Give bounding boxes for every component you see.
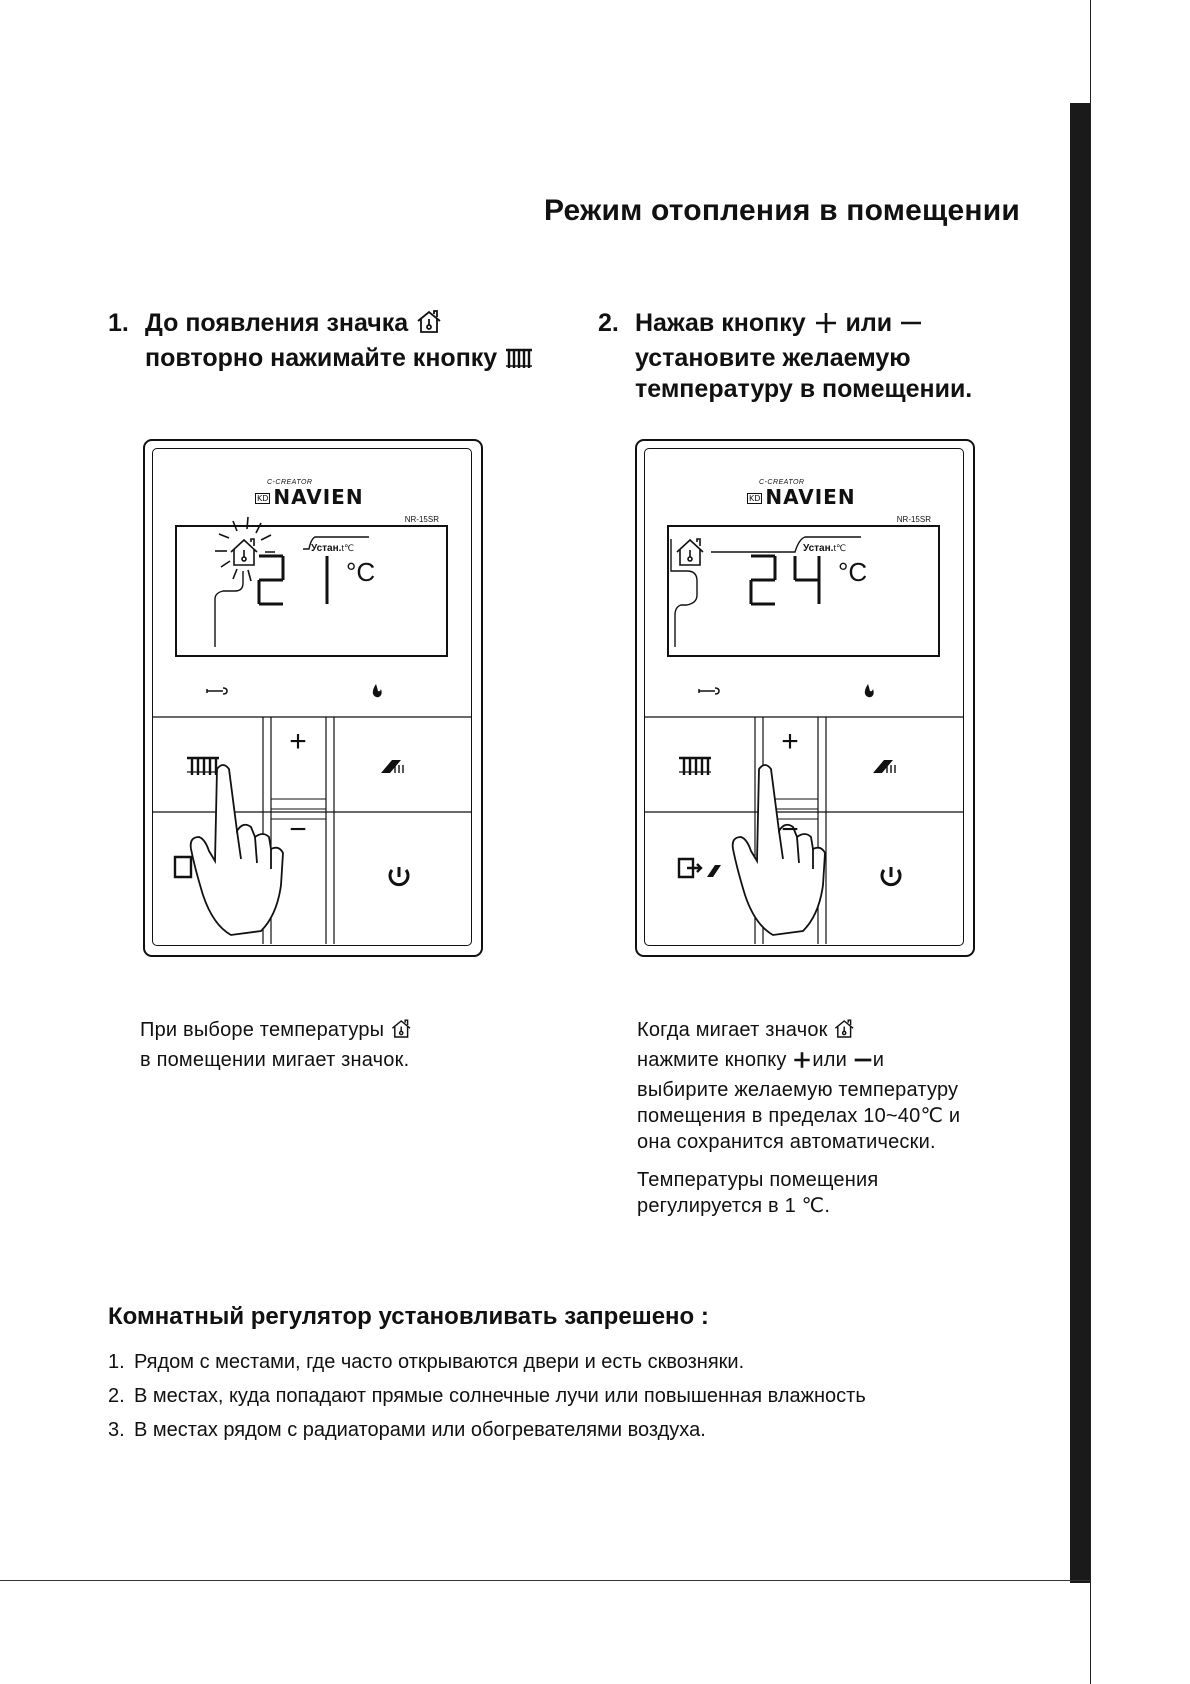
caption-right-line3: выбирите желаемую температуру bbox=[637, 1079, 959, 1101]
caption-step-line1: Температуры помещения bbox=[637, 1169, 879, 1191]
caption-right-line2b: или bbox=[812, 1049, 847, 1071]
warning-item bbox=[108, 1417, 1008, 1444]
warning-title: Комнатный регулятор установливать запрешено : bbox=[108, 1303, 709, 1330]
radiator-button-icon bbox=[679, 758, 711, 775]
bottom-rule bbox=[0, 1580, 1090, 1581]
power-icon bbox=[390, 867, 408, 885]
house-thermometer-icon bbox=[677, 539, 703, 565]
degree-c-symbol: °C bbox=[838, 557, 868, 587]
room-heating-icon bbox=[390, 1018, 414, 1047]
minus-button[interactable]: − bbox=[781, 813, 799, 846]
brand-tagline: C-CREATOR bbox=[759, 479, 805, 486]
step-1-number: 1. bbox=[108, 309, 129, 337]
caption-right-line2c: и bbox=[872, 1049, 885, 1071]
segment-digit bbox=[259, 556, 283, 604]
hot-water-button-icon bbox=[873, 760, 895, 773]
flame-icon bbox=[373, 684, 382, 697]
setpoint-unit: t℃ bbox=[833, 543, 847, 553]
step-2-line1b: или bbox=[845, 309, 893, 337]
caption-right-line4: помещения в пределах 10~40℃ и bbox=[637, 1105, 961, 1127]
segment-digit bbox=[795, 556, 819, 604]
step-1-line2: повторно нажимайте кнопку bbox=[145, 344, 498, 372]
away-mode-icon bbox=[679, 859, 721, 877]
wrench-icon bbox=[207, 688, 227, 694]
room-controller-right bbox=[635, 439, 975, 957]
warning-item bbox=[108, 1383, 1008, 1410]
warning-item-number: 2. bbox=[108, 1385, 125, 1407]
caption-step bbox=[637, 1167, 1067, 1219]
setpoint-text: Устан. bbox=[311, 543, 342, 554]
hot-water-button-icon bbox=[381, 760, 403, 773]
warning-item-text: В местах, куда попадают прямые солнечные лучи или повышенная влажность bbox=[134, 1385, 866, 1407]
lcd-graphics bbox=[143, 439, 483, 957]
plus-button[interactable]: + bbox=[781, 725, 799, 758]
caption-right-line1: Когда мигает значок bbox=[637, 1019, 828, 1041]
plus-button[interactable]: + bbox=[289, 725, 307, 758]
step-2-line3: температуру в помещении. bbox=[635, 375, 973, 403]
caption-left bbox=[140, 1017, 520, 1073]
caption-step-line2: регулируется в 1 ℃. bbox=[637, 1195, 831, 1217]
step-2-line1a: Нажав кнопку bbox=[635, 309, 806, 337]
caption-left-line1: При выборе температуры bbox=[140, 1019, 385, 1041]
warning-list bbox=[108, 1349, 1008, 1451]
step-2-line2: установите желаемую bbox=[635, 344, 911, 372]
radiator-button-icon bbox=[187, 758, 219, 775]
wrench-icon bbox=[699, 688, 719, 694]
warning-item-number: 3. bbox=[108, 1419, 125, 1441]
brand-kd: KD bbox=[257, 494, 269, 503]
brand-name: NAVIEN bbox=[765, 485, 856, 509]
away-mode-icon bbox=[175, 857, 191, 877]
power-icon bbox=[882, 867, 900, 885]
warning-item-number: 1. bbox=[108, 1351, 125, 1373]
lcd-graphics bbox=[635, 439, 975, 957]
minus-button[interactable]: − bbox=[289, 813, 307, 846]
room-heating-icon bbox=[833, 1018, 857, 1047]
page-edge-line bbox=[1090, 0, 1091, 1684]
plus-icon bbox=[813, 311, 839, 343]
warning-item bbox=[108, 1349, 1008, 1376]
setpoint-unit: t℃ bbox=[341, 543, 355, 553]
caption-right-line2a: нажмите кнопку bbox=[637, 1049, 787, 1071]
step-1-line1: До появления значка bbox=[145, 309, 409, 337]
chapter-side-tab bbox=[1070, 103, 1090, 1583]
house-thermometer-icon bbox=[231, 539, 257, 565]
brand-kd: KD bbox=[749, 494, 761, 503]
caption-left-line2: в помещении мигает значок. bbox=[140, 1049, 410, 1071]
room-controller-left bbox=[143, 439, 483, 957]
radiator-icon bbox=[504, 344, 534, 378]
step-1 bbox=[108, 308, 578, 378]
model-label: NR-15SR bbox=[404, 515, 439, 524]
model-label: NR-15SR bbox=[896, 515, 931, 524]
step-2 bbox=[598, 308, 1018, 405]
pointing-hand-icon bbox=[733, 765, 825, 935]
brand-name: NAVIEN bbox=[273, 485, 364, 509]
pointing-hand-icon bbox=[191, 765, 283, 935]
segment-digits bbox=[259, 556, 327, 604]
setpoint-text: Устан. bbox=[803, 543, 834, 554]
caption-right bbox=[637, 1017, 1067, 1155]
degree-c-symbol: °C bbox=[346, 557, 376, 587]
warning-item-text: В местах рядом с радиаторами или обогревателями воздуха. bbox=[134, 1419, 706, 1441]
plus-icon bbox=[792, 1050, 812, 1077]
brand-tagline: C-CREATOR bbox=[267, 479, 313, 486]
minus-icon bbox=[899, 311, 923, 343]
segment-digits bbox=[751, 556, 819, 604]
caption-right-line5: она сохранится автоматически. bbox=[637, 1131, 936, 1153]
page-title: Режим отопления в помещении bbox=[544, 194, 1020, 227]
flame-icon bbox=[865, 684, 874, 697]
room-heating-icon bbox=[415, 309, 445, 343]
step-2-number: 2. bbox=[598, 309, 619, 337]
minus-icon bbox=[853, 1050, 873, 1077]
segment-digit bbox=[751, 556, 775, 604]
warning-item-text: Рядом с местами, где часто открываются двери и есть сквозняки. bbox=[134, 1351, 745, 1373]
